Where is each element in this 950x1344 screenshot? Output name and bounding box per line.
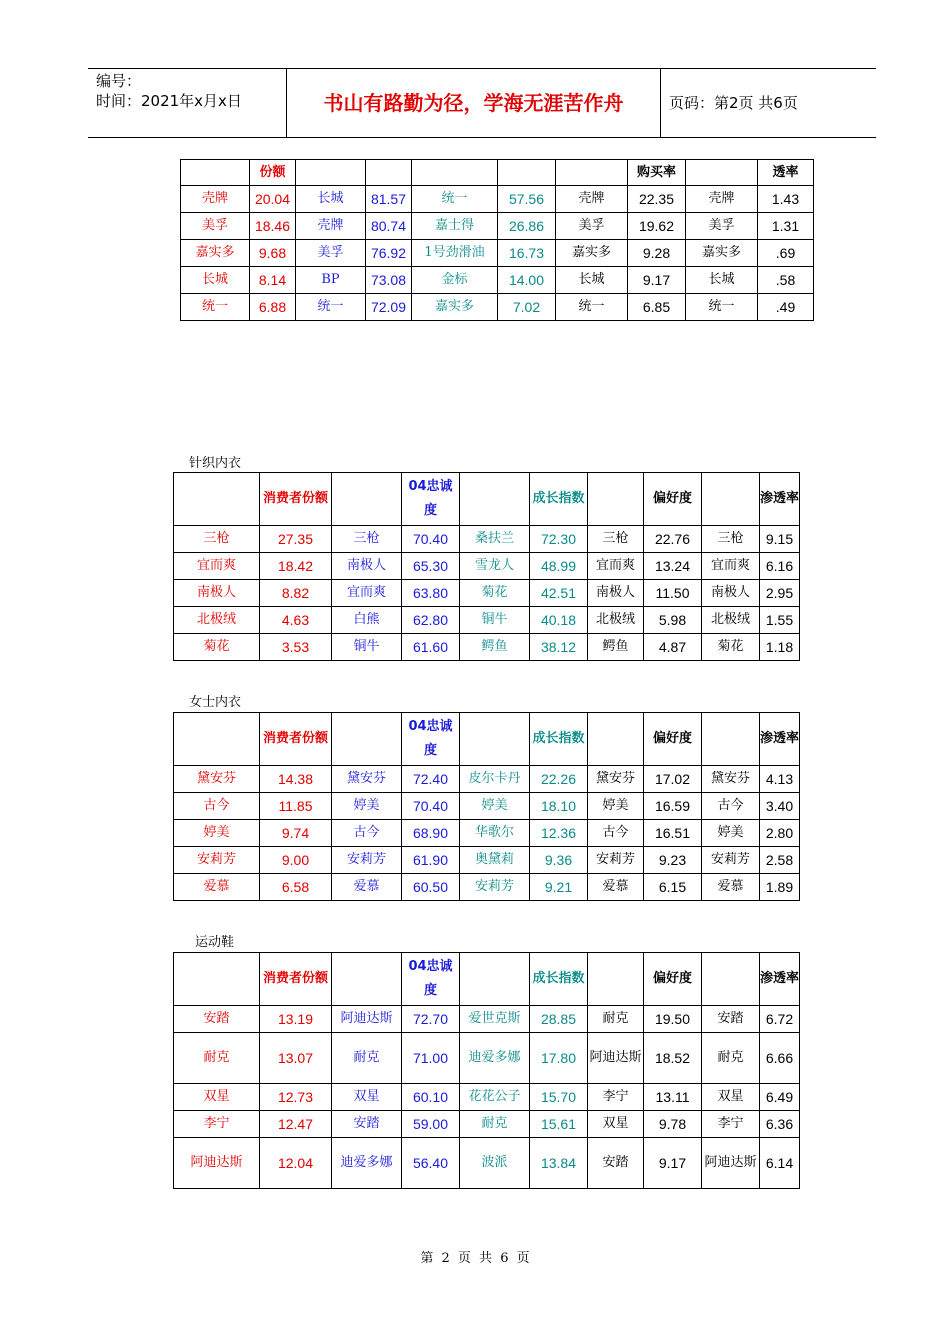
table-row bbox=[181, 240, 814, 267]
brand-cell: 安踏 bbox=[588, 1138, 644, 1189]
value-cell: 9.17 bbox=[628, 267, 686, 294]
motto-title: 书山有路勤为径，学海无涯苦作舟 bbox=[287, 69, 661, 137]
brand-cell: 北极绒 bbox=[702, 607, 760, 634]
value-cell: 56.40 bbox=[402, 1138, 460, 1189]
value-cell: 76.92 bbox=[366, 240, 412, 267]
brand-cell: 迪爱多娜 bbox=[460, 1033, 530, 1084]
value-cell: 3.40 bbox=[760, 793, 800, 820]
value-cell: 27.35 bbox=[260, 526, 332, 553]
value-cell: 8.14 bbox=[250, 267, 296, 294]
table-row bbox=[181, 294, 814, 321]
value-cell: 48.99 bbox=[530, 553, 588, 580]
value-cell: 2.95 bbox=[760, 580, 800, 607]
brand-cell: 壳牌 bbox=[181, 186, 250, 213]
value-cell: 16.59 bbox=[644, 793, 702, 820]
value-cell: 1.55 bbox=[760, 607, 800, 634]
value-cell: 6.72 bbox=[760, 1006, 800, 1033]
value-cell: 6.15 bbox=[644, 874, 702, 901]
brand-cell: 宜而爽 bbox=[702, 553, 760, 580]
value-cell: 4.63 bbox=[260, 607, 332, 634]
brand-cell: 阿迪达斯 bbox=[174, 1138, 260, 1189]
page-header bbox=[88, 68, 876, 138]
header-cell bbox=[181, 160, 250, 186]
brand-cell: 奥黛莉 bbox=[460, 847, 530, 874]
value-cell: 16.51 bbox=[644, 820, 702, 847]
brand-cell: 安莉芳 bbox=[174, 847, 260, 874]
value-cell: 6.14 bbox=[760, 1138, 800, 1189]
brand-cell: 婷美 bbox=[332, 793, 402, 820]
brand-cell: 爱世克斯 bbox=[460, 1006, 530, 1033]
header-cell bbox=[460, 713, 530, 766]
brand-cell: 三枪 bbox=[702, 526, 760, 553]
table-row bbox=[181, 267, 814, 294]
brand-cell: 爱慕 bbox=[588, 874, 644, 901]
value-cell: 61.60 bbox=[402, 634, 460, 661]
brand-cell: 安莉芳 bbox=[702, 847, 760, 874]
value-cell: 81.57 bbox=[366, 186, 412, 213]
header-cell bbox=[556, 160, 628, 186]
brand-cell: 菊花 bbox=[702, 634, 760, 661]
table-row bbox=[174, 820, 800, 847]
brand-cell: 长城 bbox=[296, 186, 366, 213]
value-cell: 9.00 bbox=[260, 847, 332, 874]
brand-cell: 皮尔卡丹 bbox=[460, 766, 530, 793]
brand-cell: 长城 bbox=[181, 267, 250, 294]
header-cell bbox=[460, 953, 530, 1006]
table-row bbox=[181, 213, 814, 240]
value-cell: 62.80 bbox=[402, 607, 460, 634]
value-cell: 13.11 bbox=[644, 1084, 702, 1111]
table-row bbox=[174, 607, 800, 634]
header-cell bbox=[412, 160, 498, 186]
brand-cell: 安莉芳 bbox=[332, 847, 402, 874]
brand-cell: 菊花 bbox=[174, 634, 260, 661]
brand-cell: 耐克 bbox=[460, 1111, 530, 1138]
brand-cell: 统一 bbox=[296, 294, 366, 321]
table-header-row bbox=[174, 473, 800, 526]
brand-cell: 华歌尔 bbox=[460, 820, 530, 847]
value-cell: .69 bbox=[758, 240, 814, 267]
brand-cell: 双星 bbox=[332, 1084, 402, 1111]
value-cell: 3.53 bbox=[260, 634, 332, 661]
brand-cell: 黛安芬 bbox=[588, 766, 644, 793]
brand-cell: 爱慕 bbox=[702, 874, 760, 901]
header-cell: 成长指数 bbox=[530, 713, 588, 766]
value-cell: 6.36 bbox=[760, 1111, 800, 1138]
header-cell: 偏好度 bbox=[644, 713, 702, 766]
brand-cell: 统一 bbox=[556, 294, 628, 321]
value-cell: 12.36 bbox=[530, 820, 588, 847]
header-cell bbox=[460, 473, 530, 526]
value-cell: 2.80 bbox=[760, 820, 800, 847]
brand-cell: 南极人 bbox=[702, 580, 760, 607]
brand-cell: 三枪 bbox=[174, 526, 260, 553]
value-cell: 17.02 bbox=[644, 766, 702, 793]
table-header-row bbox=[174, 713, 800, 766]
table-row bbox=[174, 1006, 800, 1033]
brand-cell: 迪爱多娜 bbox=[332, 1138, 402, 1189]
value-cell: 11.50 bbox=[644, 580, 702, 607]
header-cell: 透率 bbox=[758, 160, 814, 186]
brand-cell: 南极人 bbox=[174, 580, 260, 607]
header-cell: 成长指数 bbox=[530, 953, 588, 1006]
header-cell bbox=[588, 713, 644, 766]
brand-cell: 耐克 bbox=[332, 1033, 402, 1084]
brand-cell: 古今 bbox=[174, 793, 260, 820]
brand-cell: 婷美 bbox=[460, 793, 530, 820]
table-row bbox=[174, 1033, 800, 1084]
value-cell: 63.80 bbox=[402, 580, 460, 607]
table-engine-oil bbox=[180, 159, 814, 321]
brand-cell: 宜而爽 bbox=[332, 580, 402, 607]
value-cell: 22.26 bbox=[530, 766, 588, 793]
header-cell: 购买率 bbox=[628, 160, 686, 186]
brand-cell: 古今 bbox=[588, 820, 644, 847]
header-cell bbox=[296, 160, 366, 186]
table-header-row bbox=[181, 160, 814, 186]
brand-cell: 安莉芳 bbox=[588, 847, 644, 874]
brand-cell: 雪龙人 bbox=[460, 553, 530, 580]
table-knit-underwear bbox=[173, 472, 800, 661]
brand-cell: 波派 bbox=[460, 1138, 530, 1189]
value-cell: 42.51 bbox=[530, 580, 588, 607]
header-cell bbox=[174, 473, 260, 526]
header-cell: 04忠诚度 bbox=[402, 713, 460, 766]
brand-cell: 安踏 bbox=[174, 1006, 260, 1033]
value-cell: 40.18 bbox=[530, 607, 588, 634]
value-cell: 1.18 bbox=[760, 634, 800, 661]
value-cell: 18.42 bbox=[260, 553, 332, 580]
table-header-row bbox=[174, 953, 800, 1006]
page-number-label: 页码：第2页 共6页 bbox=[669, 94, 798, 112]
value-cell: 11.85 bbox=[260, 793, 332, 820]
header-cell bbox=[588, 473, 644, 526]
value-cell: 14.38 bbox=[260, 766, 332, 793]
value-cell: 60.50 bbox=[402, 874, 460, 901]
brand-cell: 长城 bbox=[686, 267, 758, 294]
value-cell: 72.70 bbox=[402, 1006, 460, 1033]
brand-cell: 鳄鱼 bbox=[460, 634, 530, 661]
brand-cell: 美孚 bbox=[686, 213, 758, 240]
brand-cell: 嘉士得 bbox=[412, 213, 498, 240]
value-cell: 14.00 bbox=[498, 267, 556, 294]
brand-cell: 南极人 bbox=[588, 580, 644, 607]
header-cell: 消费者份额 bbox=[260, 473, 332, 526]
value-cell: 1.89 bbox=[760, 874, 800, 901]
brand-cell: 统一 bbox=[181, 294, 250, 321]
value-cell: .49 bbox=[758, 294, 814, 321]
value-cell: 72.30 bbox=[530, 526, 588, 553]
value-cell: 71.00 bbox=[402, 1033, 460, 1084]
value-cell: 9.78 bbox=[644, 1111, 702, 1138]
brand-cell: 三枪 bbox=[588, 526, 644, 553]
value-cell: 15.61 bbox=[530, 1111, 588, 1138]
header-cell bbox=[174, 713, 260, 766]
value-cell: 19.62 bbox=[628, 213, 686, 240]
brand-cell: 铜牛 bbox=[332, 634, 402, 661]
table-row bbox=[174, 847, 800, 874]
header-cell: 渗透率 bbox=[760, 473, 800, 526]
value-cell: 73.08 bbox=[366, 267, 412, 294]
brand-cell: 宜而爽 bbox=[588, 553, 644, 580]
value-cell: 18.46 bbox=[250, 213, 296, 240]
value-cell: 8.82 bbox=[260, 580, 332, 607]
value-cell: 6.49 bbox=[760, 1084, 800, 1111]
value-cell: 18.52 bbox=[644, 1033, 702, 1084]
brand-cell: 壳牌 bbox=[686, 186, 758, 213]
value-cell: 6.66 bbox=[760, 1033, 800, 1084]
brand-cell: 婷美 bbox=[588, 793, 644, 820]
value-cell: 9.68 bbox=[250, 240, 296, 267]
value-cell: 12.73 bbox=[260, 1084, 332, 1111]
value-cell: 12.47 bbox=[260, 1111, 332, 1138]
value-cell: 7.02 bbox=[498, 294, 556, 321]
header-cell bbox=[702, 953, 760, 1006]
value-cell: 2.58 bbox=[760, 847, 800, 874]
value-cell: 6.58 bbox=[260, 874, 332, 901]
value-cell: 22.76 bbox=[644, 526, 702, 553]
header-cell: 渗透率 bbox=[760, 953, 800, 1006]
caption-sports-shoes: 运动鞋 bbox=[195, 935, 235, 950]
caption-women-underwear: 女士内衣 bbox=[189, 695, 242, 710]
value-cell: 20.04 bbox=[250, 186, 296, 213]
brand-cell: 统一 bbox=[686, 294, 758, 321]
brand-cell: 美孚 bbox=[556, 213, 628, 240]
brand-cell: 耐克 bbox=[588, 1006, 644, 1033]
brand-cell: 金标 bbox=[412, 267, 498, 294]
value-cell: 9.28 bbox=[628, 240, 686, 267]
value-cell: 68.90 bbox=[402, 820, 460, 847]
brand-cell: 阿迪达斯 bbox=[702, 1138, 760, 1189]
value-cell: 4.13 bbox=[760, 766, 800, 793]
value-cell: 1.43 bbox=[758, 186, 814, 213]
brand-cell: 长城 bbox=[556, 267, 628, 294]
value-cell: 9.36 bbox=[530, 847, 588, 874]
value-cell: 5.98 bbox=[644, 607, 702, 634]
value-cell: 59.00 bbox=[402, 1111, 460, 1138]
value-cell: 57.56 bbox=[498, 186, 556, 213]
value-cell: 80.74 bbox=[366, 213, 412, 240]
value-cell: 22.35 bbox=[628, 186, 686, 213]
header-cell: 渗透率 bbox=[760, 713, 800, 766]
brand-cell: 古今 bbox=[332, 820, 402, 847]
header-cell: 消费者份额 bbox=[260, 953, 332, 1006]
brand-cell: 花花公子 bbox=[460, 1084, 530, 1111]
table-row bbox=[174, 766, 800, 793]
value-cell: 17.80 bbox=[530, 1033, 588, 1084]
table-women-underwear bbox=[173, 712, 800, 901]
value-cell: 13.24 bbox=[644, 553, 702, 580]
value-cell: 60.10 bbox=[402, 1084, 460, 1111]
table-row bbox=[174, 1111, 800, 1138]
caption-knit-underwear: 针织内衣 bbox=[189, 456, 242, 471]
header-cell bbox=[174, 953, 260, 1006]
brand-cell: 黛安芬 bbox=[174, 766, 260, 793]
value-cell: 72.09 bbox=[366, 294, 412, 321]
header-cell bbox=[702, 713, 760, 766]
header-cell bbox=[588, 953, 644, 1006]
header-cell: 04忠诚度 bbox=[402, 473, 460, 526]
header-cell bbox=[332, 713, 402, 766]
table-row bbox=[174, 526, 800, 553]
brand-cell: 壳牌 bbox=[556, 186, 628, 213]
value-cell: 6.88 bbox=[250, 294, 296, 321]
brand-cell: 1号劲滑油 bbox=[412, 240, 498, 267]
header-cell bbox=[332, 953, 402, 1006]
value-cell: 65.30 bbox=[402, 553, 460, 580]
brand-cell: 双星 bbox=[588, 1111, 644, 1138]
table-row bbox=[174, 1084, 800, 1111]
brand-cell: 北极绒 bbox=[588, 607, 644, 634]
table-row bbox=[174, 634, 800, 661]
value-cell: 1.31 bbox=[758, 213, 814, 240]
brand-cell: 三枪 bbox=[332, 526, 402, 553]
value-cell: 38.12 bbox=[530, 634, 588, 661]
brand-cell: 黛安芬 bbox=[702, 766, 760, 793]
value-cell: 72.40 bbox=[402, 766, 460, 793]
value-cell: 61.90 bbox=[402, 847, 460, 874]
brand-cell: 壳牌 bbox=[296, 213, 366, 240]
value-cell: 13.19 bbox=[260, 1006, 332, 1033]
time-label: 时间：2021年x月x日 bbox=[96, 92, 242, 110]
brand-cell: 嘉实多 bbox=[556, 240, 628, 267]
brand-cell: 嘉实多 bbox=[686, 240, 758, 267]
brand-cell: 统一 bbox=[412, 186, 498, 213]
brand-cell: 阿迪达斯 bbox=[332, 1006, 402, 1033]
header-cell bbox=[702, 473, 760, 526]
brand-cell: 宜而爽 bbox=[174, 553, 260, 580]
table-row bbox=[181, 186, 814, 213]
header-cell: 成长指数 bbox=[530, 473, 588, 526]
header-meta bbox=[88, 69, 287, 137]
table-row bbox=[174, 580, 800, 607]
number-label: 编号： bbox=[96, 72, 142, 90]
value-cell: 6.85 bbox=[628, 294, 686, 321]
brand-cell: 嘉实多 bbox=[181, 240, 250, 267]
header-cell bbox=[332, 473, 402, 526]
brand-cell: 双星 bbox=[174, 1084, 260, 1111]
table-row bbox=[174, 553, 800, 580]
table-row bbox=[174, 1138, 800, 1189]
header-cell: 消费者份额 bbox=[260, 713, 332, 766]
header-cell: 04忠诚度 bbox=[402, 953, 460, 1006]
brand-cell: 嘉实多 bbox=[412, 294, 498, 321]
value-cell: 28.85 bbox=[530, 1006, 588, 1033]
brand-cell: 耐克 bbox=[174, 1033, 260, 1084]
brand-cell: 美孚 bbox=[181, 213, 250, 240]
value-cell: 16.73 bbox=[498, 240, 556, 267]
value-cell: 19.50 bbox=[644, 1006, 702, 1033]
brand-cell: 菊花 bbox=[460, 580, 530, 607]
brand-cell: 婷美 bbox=[174, 820, 260, 847]
brand-cell: 安踏 bbox=[332, 1111, 402, 1138]
table-row bbox=[174, 874, 800, 901]
value-cell: 13.07 bbox=[260, 1033, 332, 1084]
brand-cell: 李宁 bbox=[174, 1111, 260, 1138]
header-cell: 偏好度 bbox=[644, 953, 702, 1006]
brand-cell: 阿迪达斯 bbox=[588, 1033, 644, 1084]
brand-cell: 铜牛 bbox=[460, 607, 530, 634]
table-row bbox=[174, 793, 800, 820]
brand-cell: 美孚 bbox=[296, 240, 366, 267]
value-cell: 4.87 bbox=[644, 634, 702, 661]
value-cell: 15.70 bbox=[530, 1084, 588, 1111]
value-cell: 70.40 bbox=[402, 526, 460, 553]
value-cell: .58 bbox=[758, 267, 814, 294]
page-footer: 第 2 页 共 6 页 bbox=[420, 1251, 530, 1266]
brand-cell: 双星 bbox=[702, 1084, 760, 1111]
value-cell: 70.40 bbox=[402, 793, 460, 820]
value-cell: 12.04 bbox=[260, 1138, 332, 1189]
value-cell: 6.16 bbox=[760, 553, 800, 580]
brand-cell: 白熊 bbox=[332, 607, 402, 634]
brand-cell: 耐克 bbox=[702, 1033, 760, 1084]
brand-cell: 鳄鱼 bbox=[588, 634, 644, 661]
value-cell: 18.10 bbox=[530, 793, 588, 820]
header-cell: 份额 bbox=[250, 160, 296, 186]
header-cell: 偏好度 bbox=[644, 473, 702, 526]
brand-cell: 李宁 bbox=[588, 1084, 644, 1111]
header-cell bbox=[686, 160, 758, 186]
brand-cell: 安莉芳 bbox=[460, 874, 530, 901]
value-cell: 13.84 bbox=[530, 1138, 588, 1189]
value-cell: 9.74 bbox=[260, 820, 332, 847]
brand-cell: 爱慕 bbox=[174, 874, 260, 901]
brand-cell: 安踏 bbox=[702, 1006, 760, 1033]
header-cell bbox=[366, 160, 412, 186]
table-sports-shoes bbox=[173, 952, 800, 1189]
brand-cell: 桑扶兰 bbox=[460, 526, 530, 553]
brand-cell: 黛安芬 bbox=[332, 766, 402, 793]
value-cell: 9.15 bbox=[760, 526, 800, 553]
brand-cell: 南极人 bbox=[332, 553, 402, 580]
brand-cell: BP bbox=[296, 267, 366, 294]
brand-cell: 古今 bbox=[702, 793, 760, 820]
value-cell: 9.17 bbox=[644, 1138, 702, 1189]
brand-cell: 李宁 bbox=[702, 1111, 760, 1138]
brand-cell: 北极绒 bbox=[174, 607, 260, 634]
brand-cell: 婷美 bbox=[702, 820, 760, 847]
value-cell: 9.21 bbox=[530, 874, 588, 901]
header-cell bbox=[498, 160, 556, 186]
value-cell: 26.86 bbox=[498, 213, 556, 240]
value-cell: 9.23 bbox=[644, 847, 702, 874]
brand-cell: 爱慕 bbox=[332, 874, 402, 901]
